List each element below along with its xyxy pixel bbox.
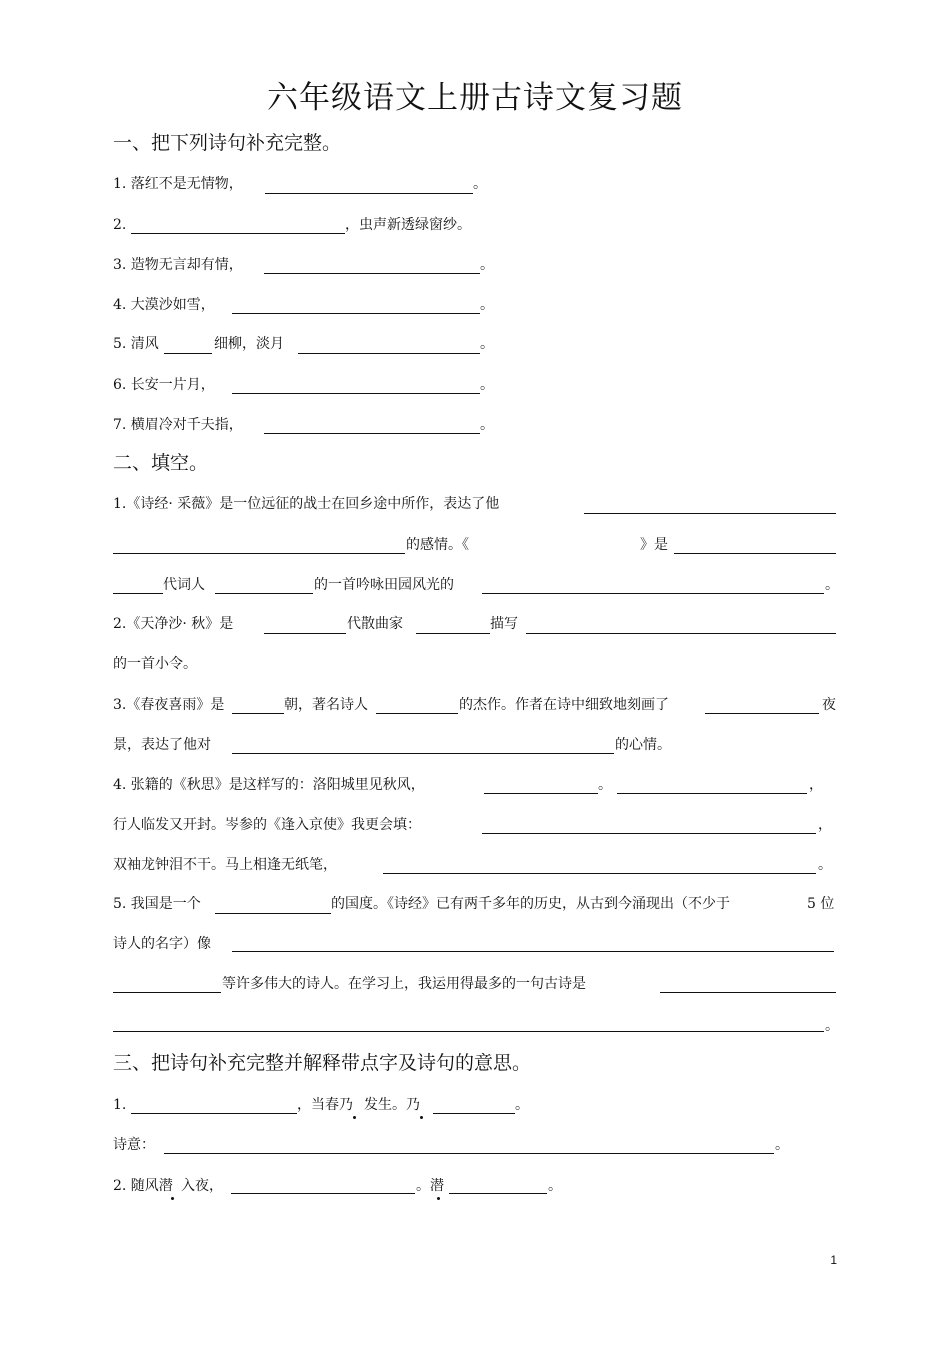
s1-q7-blank[interactable] bbox=[264, 433, 480, 434]
s2-q5-end: 。 bbox=[825, 1018, 839, 1034]
s2-q1-blank-2[interactable] bbox=[113, 553, 405, 554]
s2-q5-blank-3[interactable] bbox=[113, 992, 221, 993]
s2-q4-blank-3[interactable] bbox=[482, 833, 816, 834]
s2-q4-blank-2[interactable] bbox=[617, 793, 807, 794]
s2-q5-text-2: 的国度。《诗经》已有两千多年的历史，从古到今涌现出（不少于 bbox=[331, 896, 730, 912]
s2-q3-text-1: 3.《春夜喜雨》是 bbox=[113, 697, 225, 713]
s2-q5-blank-4[interactable] bbox=[660, 992, 836, 993]
s2-q3-text-3: 的杰作。作者在诗中细致地刻画了 bbox=[459, 697, 669, 713]
s3-q1-number: 1. bbox=[113, 1097, 127, 1113]
s2-q1-blank-1[interactable] bbox=[584, 513, 836, 514]
s1-q7-text: 7. 横眉冷对千夫指， bbox=[113, 417, 243, 433]
s2-q3-text-2: 朝，著名诗人 bbox=[284, 697, 368, 713]
s1-q5-blank-1[interactable] bbox=[164, 353, 212, 354]
s1-q5-text: 5. 清风 bbox=[113, 336, 159, 352]
s2-q5-blank-2[interactable] bbox=[232, 951, 834, 952]
s2-q1-text-3: 》是 bbox=[640, 537, 668, 553]
s1-q7-end: 。 bbox=[480, 417, 494, 433]
s1-q4-blank[interactable] bbox=[232, 313, 480, 314]
s3-q1-blank-2[interactable] bbox=[433, 1113, 515, 1114]
s2-q5-blank-5[interactable] bbox=[113, 1031, 824, 1032]
s1-q1-text: 1. 落红不是无情物， bbox=[113, 176, 243, 192]
s2-q2-text-2: 代散曲家 bbox=[347, 616, 403, 632]
page-title: 六年级语文上册古诗文复习题 bbox=[267, 80, 683, 116]
s2-q2-text-3: 描写 bbox=[490, 616, 518, 632]
s2-q3-blank-1[interactable] bbox=[232, 713, 284, 714]
s2-q4-blank-4[interactable] bbox=[383, 873, 816, 874]
s3-q1-meaning-end: 。 bbox=[775, 1137, 789, 1153]
s3-q2-text-1: 2. 随风潜 bbox=[113, 1178, 173, 1194]
s3-q2-blank-2[interactable] bbox=[449, 1193, 547, 1194]
s2-q1-blank-6[interactable] bbox=[482, 593, 824, 594]
s2-q4-text-5: ， bbox=[818, 817, 832, 833]
s2-q4-text-6: 双袖龙钟泪不干。马上相逢无纸笔， bbox=[113, 857, 337, 873]
s1-q4-end: 。 bbox=[480, 297, 494, 313]
s2-q1-text-2: 的感情。《 bbox=[406, 537, 469, 553]
section-3-heading: 三、把诗句补充完整并解释带点字及诗句的意思。 bbox=[113, 1052, 532, 1074]
s1-q3-text: 3. 造物无言却有情， bbox=[113, 257, 243, 273]
s3-q1-text-1: ，当春乃 bbox=[297, 1097, 353, 1113]
s2-q4-blank-1[interactable] bbox=[484, 793, 598, 794]
s2-q2-blank-3[interactable] bbox=[526, 633, 836, 634]
s3-q1-end: 。 bbox=[515, 1097, 529, 1113]
s2-q2-text-1: 2.《天净沙· 秋》是 bbox=[113, 616, 234, 632]
s2-q5-text-3: 5 位 bbox=[807, 896, 835, 912]
s3-q2-end: 。 bbox=[548, 1178, 562, 1194]
emphasis-dot bbox=[171, 1197, 174, 1200]
s1-q1-blank[interactable] bbox=[265, 193, 473, 194]
s3-q2-text-2: 入夜， bbox=[181, 1178, 223, 1194]
s2-q4-text-3: ， bbox=[809, 777, 823, 793]
s3-q2-text-3: 。潜 bbox=[416, 1178, 444, 1194]
section-2-heading: 二、填空。 bbox=[113, 452, 209, 474]
s2-q5-text-1: 5. 我国是一个 bbox=[113, 896, 201, 912]
s2-q3-text-4: 夜 bbox=[822, 697, 836, 713]
s2-q1-text-1: 1.《诗经· 采薇》是一位远征的战士在回乡途中所作，表达了他 bbox=[113, 496, 500, 512]
s3-q1-blank-1[interactable] bbox=[131, 1113, 297, 1114]
s3-q1-meaning-blank[interactable] bbox=[164, 1153, 774, 1154]
s2-q1-text-4: 代词人 bbox=[163, 577, 205, 593]
s3-q2-blank-1[interactable] bbox=[231, 1193, 415, 1194]
s1-q5-blank-2[interactable] bbox=[298, 353, 480, 354]
emphasis-dot bbox=[437, 1197, 440, 1200]
s2-q1-blank-3[interactable] bbox=[674, 553, 836, 554]
s2-q4-text-1: 4. 张籍的《秋思》是这样写的：洛阳城里见秋风， bbox=[113, 777, 425, 793]
section-1-heading: 一、把下列诗句补充完整。 bbox=[113, 132, 342, 154]
s1-q5-end: 。 bbox=[480, 336, 494, 352]
s2-q2-text-4: 的一首小令。 bbox=[113, 656, 197, 672]
s2-q3-blank-3[interactable] bbox=[705, 713, 819, 714]
s1-q6-end: 。 bbox=[480, 377, 494, 393]
s1-q3-end: 。 bbox=[480, 257, 494, 273]
s2-q1-blank-4[interactable] bbox=[113, 593, 163, 594]
s3-q1-meaning-label: 诗意： bbox=[113, 1137, 155, 1153]
s2-q4-text-2: 。 bbox=[598, 777, 612, 793]
s2-q3-text-6: 的心情。 bbox=[615, 737, 671, 753]
s1-q2-number: 2. bbox=[113, 217, 127, 233]
s2-q4-text-4: 行人临发又开封。岑参的《逢入京使》我更会填： bbox=[113, 817, 421, 833]
emphasis-dot bbox=[420, 1116, 423, 1119]
emphasis-dot bbox=[353, 1116, 356, 1119]
s2-q5-text-4: 诗人的名字）像 bbox=[113, 936, 211, 952]
s2-q3-blank-2[interactable] bbox=[376, 713, 458, 714]
page-number: 1 bbox=[830, 1253, 837, 1267]
s1-q2-blank[interactable] bbox=[131, 233, 345, 234]
s2-q2-blank-2[interactable] bbox=[416, 633, 490, 634]
s3-q1-text-2: 发生。乃 bbox=[364, 1097, 420, 1113]
s2-q1-end: 。 bbox=[825, 577, 839, 593]
s1-q6-text: 6. 长安一片月， bbox=[113, 377, 215, 393]
s2-q5-blank-1[interactable] bbox=[215, 913, 331, 914]
s1-q1-end: 。 bbox=[473, 176, 487, 192]
s1-q5-text-2: 细柳，淡月 bbox=[214, 336, 284, 352]
s2-q1-blank-5[interactable] bbox=[215, 593, 313, 594]
s1-q3-blank[interactable] bbox=[264, 273, 480, 274]
s2-q3-text-5: 景，表达了他对 bbox=[113, 737, 211, 753]
s2-q1-text-5: 的一首吟咏田园风光的 bbox=[314, 577, 454, 593]
s1-q6-blank[interactable] bbox=[232, 393, 480, 394]
s1-q2-text: ，虫声新透绿窗纱。 bbox=[345, 217, 471, 233]
s2-q5-text-5: 等许多伟大的诗人。在学习上，我运用得最多的一句古诗是 bbox=[222, 976, 586, 992]
s1-q4-text: 4. 大漠沙如雪， bbox=[113, 297, 215, 313]
s2-q2-blank-1[interactable] bbox=[264, 633, 346, 634]
s2-q3-blank-4[interactable] bbox=[232, 753, 614, 754]
s2-q4-text-7: 。 bbox=[818, 857, 832, 873]
